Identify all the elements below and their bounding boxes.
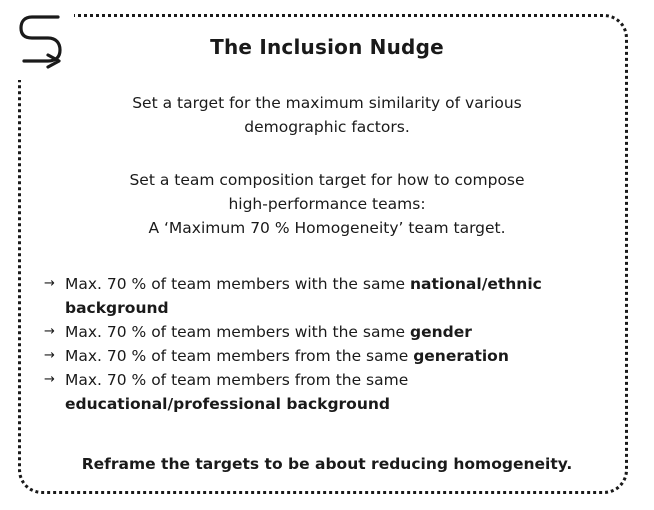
card-title: The Inclusion Nudge — [210, 35, 444, 59]
inclusion-nudge-card — [18, 14, 628, 494]
intro-line-2: demographic factors. — [244, 118, 410, 136]
footer-note: Reframe the targets to be about reducing homogeneity. — [81, 455, 573, 473]
arrow-right-icon: → — [44, 276, 55, 291]
composition-paragraph — [60, 168, 594, 240]
list-item — [44, 272, 614, 320]
list-item-emphasis: generation — [413, 347, 509, 365]
list-item-text: Max. 70 % of team members with the same — [65, 275, 411, 293]
list-item — [44, 344, 614, 368]
composition-line-3: A ‘Maximum 70 % Homogeneity’ team target. — [148, 219, 506, 237]
intro-paragraph — [60, 91, 594, 139]
list-item-emphasis: educational/professional background — [65, 395, 390, 413]
target-list — [44, 272, 614, 416]
list-item-text: Max. 70 % of team members with the same — [65, 323, 411, 341]
list-item-emphasis: gender — [410, 323, 472, 341]
list-item-text: Max. 70 % of team members from the same — [65, 371, 409, 389]
composition-line-1: Set a team composition target for how to compose — [129, 171, 525, 189]
list-item — [44, 368, 614, 416]
arrow-right-icon: → — [44, 372, 55, 387]
composition-line-2: high-performance teams: — [228, 195, 426, 213]
intro-line-1: Set a target for the maximum similarity of various — [132, 94, 522, 112]
arrow-right-icon: → — [44, 348, 55, 363]
arrow-right-icon: → — [44, 324, 55, 339]
list-item-text: Max. 70 % of team members from the same — [65, 347, 414, 365]
list-item-emphasis: national/ethnic background — [65, 275, 542, 317]
list-item — [44, 320, 614, 344]
